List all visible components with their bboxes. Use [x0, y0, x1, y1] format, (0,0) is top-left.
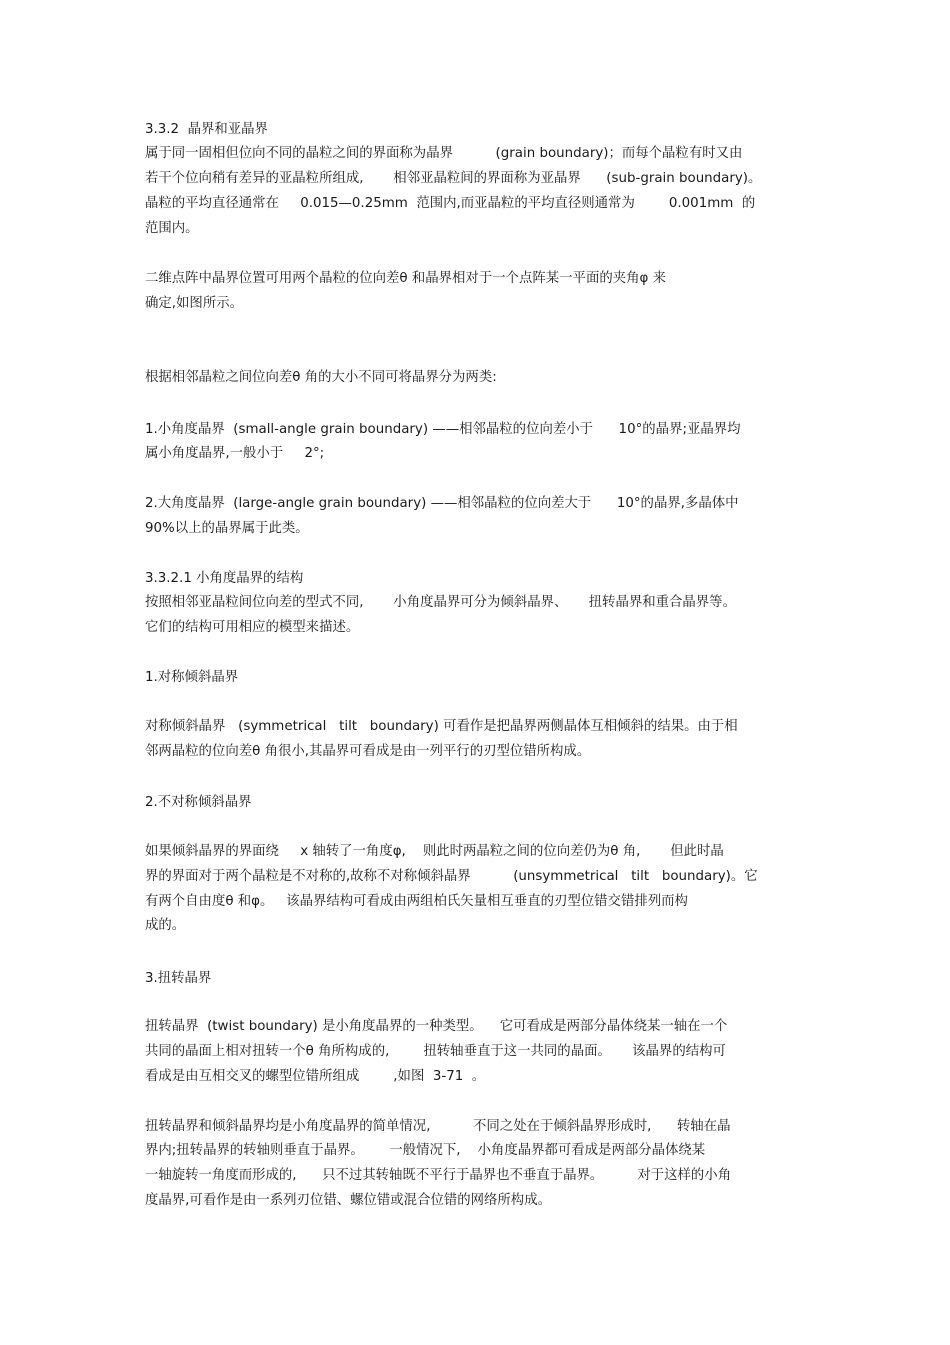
- paragraph-line: 度晶界,可看作是由一系列刃位错、螺位错或混合位错的网络所构成。: [145, 1193, 551, 1208]
- paragraph-line: 共同的晶面上相对扭转一个θ 角所构成的, 扭转轴垂直于这一共同的晶面。 该晶界的结构可: [145, 1044, 726, 1059]
- paragraph-line: 晶粒的平均直径通常在 0.015—0.25mm 范围内,而亚晶粒的平均直径则通常为 0.001mm 的: [145, 196, 756, 211]
- paragraph-line: 若干个位向稍有差异的亚晶粒所组成, 相邻亚晶粒间的界面称为亚晶界 (sub-grain boundary)。: [145, 171, 762, 186]
- paragraph-line: 它们的结构可用相应的模型来描述。: [145, 620, 360, 635]
- paragraph-line: 界内;扭转晶界的转轴则垂直于晶界。 一般情况下, 小角度晶界都可看成是两部分晶体绕某: [145, 1143, 706, 1158]
- paragraph-line: 根据相邻晶粒之间位向差θ 角的大小不同可将晶界分为两类:: [145, 370, 497, 385]
- paragraph-line: 按照相邻亚晶粒间位向差的型式不同, 小角度晶界可分为倾斜晶界、 扭转晶界和重合晶界等。: [145, 595, 736, 610]
- paragraph-line: 属于同一固相但位向不同的晶粒之间的界面称为晶界 (grain boundary)；而每个晶粒有时又由: [145, 146, 743, 161]
- paragraph-line: 范围内。: [145, 221, 199, 236]
- paragraph-line: 扭转晶界 (twist boundary) 是小角度晶界的一种类型。 它可看成是两部分晶体绕某一轴在一个: [145, 1019, 728, 1034]
- list-item: 属小角度晶界,一般小于 2°;: [145, 446, 325, 461]
- paragraph-line: 有两个自由度θ 和φ。 该晶界结构可看成由两组柏氏矢量相互垂直的刃型位错交错排列而构: [145, 894, 688, 909]
- paragraph-line: 界的界面对于两个晶粒是不对称的,故称不对称倾斜晶界 (unsymmetrical tilt boundary)。它: [145, 869, 758, 884]
- paragraph-line: 一轴旋转一角度而形成的, 只不过其转轴既不平行于晶界也不垂直于晶界。 对于这样的小角: [145, 1168, 732, 1183]
- paragraph-line: 成的。: [145, 918, 186, 933]
- item-heading: 1.对称倾斜晶界: [145, 670, 239, 685]
- list-item: 1.小角度晶界 (small-angle grain boundary) ——相邻晶粒的位向差小于 10°的晶界;亚晶界均: [145, 422, 741, 437]
- subsection-heading: 3.3.2.1 小角度晶界的结构: [145, 571, 304, 586]
- item-heading: 2.不对称倾斜晶界: [145, 795, 252, 810]
- list-item: 90%以上的晶界属于此类。: [145, 521, 309, 536]
- paragraph-line: 邻两晶粒的位向差θ 角很小,其晶界可看成是由一列平行的刃型位错所构成。: [145, 744, 591, 759]
- paragraph-line: 确定,如图所示。: [145, 296, 243, 311]
- paragraph-line: 对称倾斜晶界 (symmetrical tilt boundary) 可看作是把晶界两侧晶体互相倾斜的结果。由于相: [145, 719, 738, 734]
- paragraph-line: 二维点阵中晶界位置可用两个晶粒的位向差θ 和晶界相对于一个点阵某一平面的夹角φ 来: [145, 271, 666, 286]
- paragraph-line: 看成是由互相交叉的螺型位错所组成 ,如图 3-71 。: [145, 1069, 486, 1084]
- section-heading: 3.3.2 晶界和亚晶界: [145, 122, 268, 137]
- paragraph-line: 扭转晶界和倾斜晶界均是小角度晶界的简单情况, 不同之处在于倾斜晶界形成时, 转轴在晶: [145, 1119, 731, 1134]
- list-item: 2.大角度晶界 (large-angle grain boundary) ——相邻晶粒的位向差大于 10°的晶界,多晶体中: [145, 496, 739, 511]
- item-heading: 3.扭转晶界: [145, 971, 212, 986]
- paragraph-line: 如果倾斜晶界的界面绕 x 轴转了一角度φ, 则此时两晶粒之间的位向差仍为θ 角, 但此时晶: [145, 844, 724, 859]
